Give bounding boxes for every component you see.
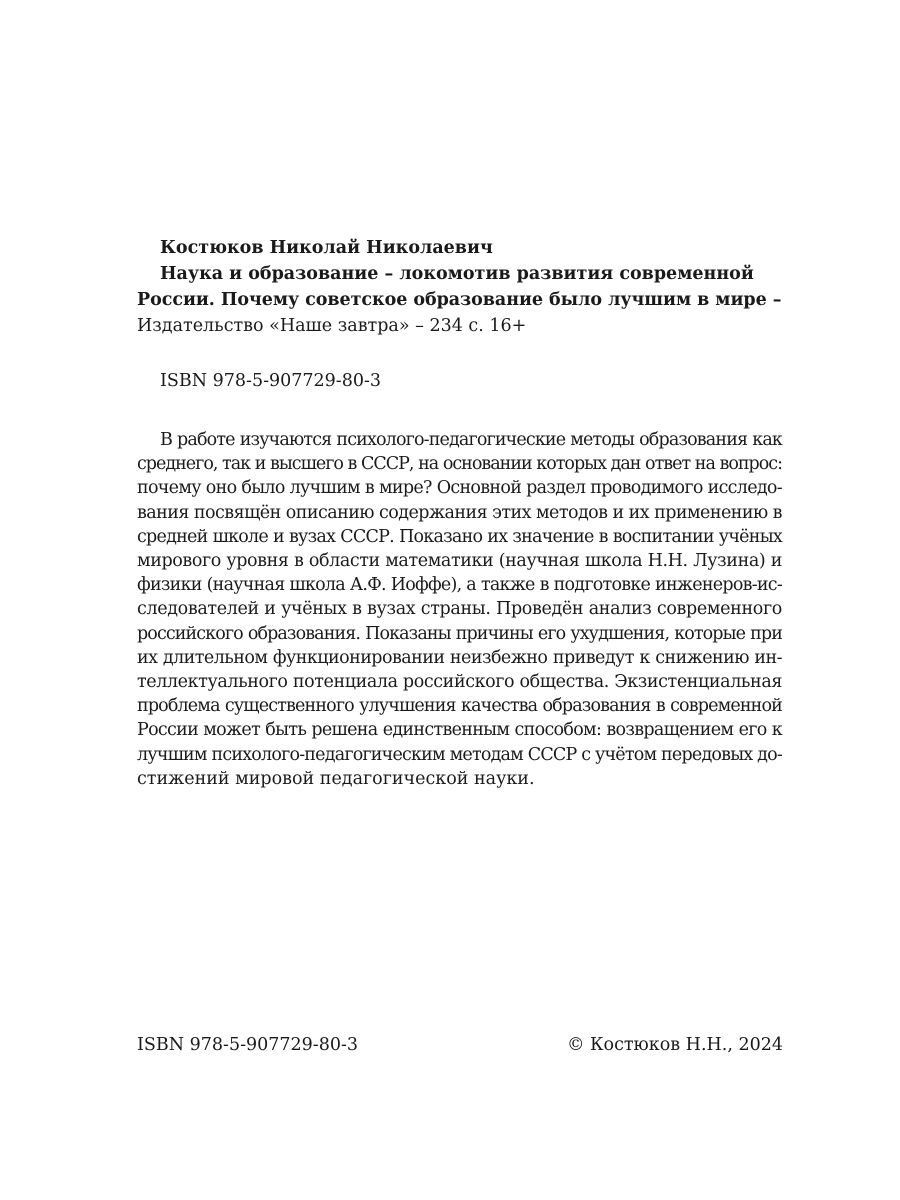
abstract-line: физики (научная школа А.Ф. Иоффе), а также в подготовке инженеров-ис- [137, 575, 782, 596]
abstract-line: их длительном функционировании неизбежно приведут к снижению ин- [137, 647, 782, 668]
abstract-line: вания посвящён описанию содержания этих методов и их применению в [137, 502, 782, 523]
abstract-line: стижений мировой педагогической науки. [137, 768, 535, 789]
abstract-line: России может быть решена единственным способом: возвращением его к [137, 720, 782, 741]
copyright-notice: © Костюков Н.Н., 2024 [566, 1035, 783, 1055]
book-title-line-2: России. Почему советское образование было лучшим в мире – [137, 290, 782, 310]
abstract-line: почему оно было лучшим в мире? Основной раздел проводимого исследо- [137, 478, 782, 499]
footer-isbn: ISBN 978-5-907729-80-3 [137, 1035, 359, 1055]
author-name: Костюков Николай Николаевич [160, 238, 493, 258]
book-title-line-1: Наука и образование – локомотив развития современной [160, 264, 754, 284]
abstract-line: российского образования. Показаны причины его ухудшения, которые при [137, 623, 782, 644]
abstract-line: мирового уровня в области математики (научная школа Н.Н. Лузина) и [137, 551, 782, 572]
bibliographic-record [137, 235, 782, 339]
abstract-line: лучшим психолого-педагогическим методам СССР с учётом передовых до- [137, 744, 782, 765]
isbn-top: ISBN 978-5-907729-80-3 [160, 371, 382, 391]
abstract [137, 428, 782, 791]
abstract-line: теллектуального потенциала российского общества. Экзистенциальная [137, 672, 782, 693]
abstract-line: средней школе и вузах СССР. Показано их значение в воспитании учёных [137, 526, 782, 547]
abstract-line: проблема существенного улучшения качества образования в современной [137, 696, 782, 717]
abstract-line: среднего, так и высшего в СССР, на основании которых дан ответ на вопрос: [137, 454, 782, 475]
abstract-line: следователей и учёных в вузах страны. Проведён анализ современного [137, 599, 782, 620]
abstract-line: В работе изучаются психолого-педагогические методы образования как [160, 430, 782, 450]
publisher-line: Издательство «Наше завтра» – 234 с. 16+ [137, 316, 527, 336]
